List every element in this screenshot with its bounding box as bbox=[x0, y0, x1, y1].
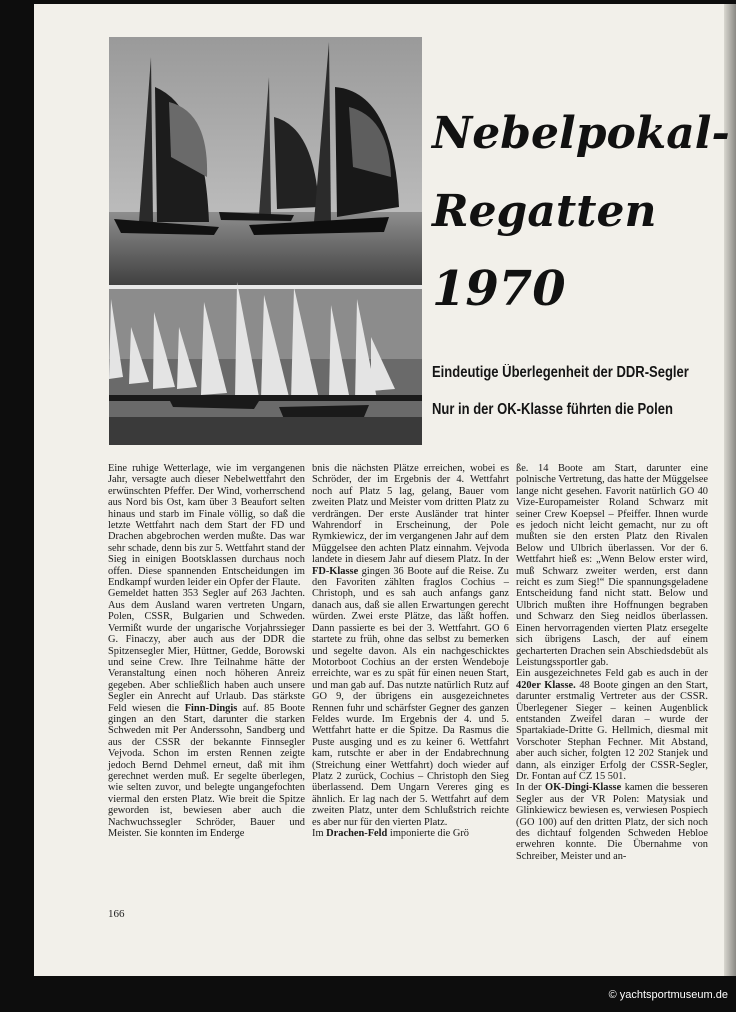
text-column-1 bbox=[108, 463, 305, 839]
article-title-line-3: 1970 bbox=[432, 261, 566, 317]
paragraph bbox=[312, 828, 509, 839]
text-run: Im bbox=[312, 828, 327, 839]
class-heading-finn: Finn-Dingis bbox=[184, 702, 238, 714]
sailing-regatta-photo-icon bbox=[109, 37, 422, 445]
text-run: Gemeldet hatten 353 Segler auf 263 Jachten. Aus dem Ausland waren vertreten Ungarn, Polen, CSSR, Bulgarien und Schweden. Vermißt wurde der ungarische Vorjahrssieger G. Finaczy, aber auch aus der DDR die Spitzensegler Mier, Hüttner, Gedde, Borowski und seine Crew. Ihre Teilnahme hätte der Veranstaltung einen noch höheren Anreiz gegeben. Aber schließlich haben auch unsere Segler ein Anrecht auf Urlaub. Das stärkste Feld wiesen die bbox=[108, 588, 305, 714]
text-run: 48 Boote gingen an den Start, darunter erstmalig Vertreter aus der CSSR. Überlegener Sieger – keinen Augenblick entstanden Zweifel daran – wurde der Spartakiade-Dritte G. Hellmich, diesmal mit Vorschoter Stephan Fechner. Mit Abstand, aber auch sicher, folgten 12 202 Stanjek und dann, als einziger Erfolg der CSSR-Segler, Dr. Fontan auf CZ 15 501. bbox=[516, 679, 709, 782]
text-run: bnis die nächsten Plätze erreichen, wobei es Schröder, der im Ergebnis der 4. Wettfahrt noch auf Platz 5 lag, gelang, Bauer vom zweiten Platz und Meister vom dritten Platz zu verdrängen. Der erste Ausländer trat hinter Wahrendorf in Erscheinung, der Pole Rymkiewicz, der im vergangenen Jahr auf dem Müggelsee den achten Platz einnahm. Vejvoda landete in diesem Jahr auf diesem Platz. In der bbox=[312, 463, 509, 566]
text-column-2 bbox=[312, 463, 509, 839]
text-run: In der bbox=[516, 782, 545, 794]
paragraph bbox=[516, 782, 708, 862]
article-subtitle-2: Nur in der OK-Klasse führten die Polen bbox=[432, 401, 673, 418]
text-column-3 bbox=[516, 463, 708, 862]
paragraph bbox=[516, 668, 708, 782]
paragraph bbox=[312, 463, 509, 828]
article-title-line-1: Nebelpokal- bbox=[432, 108, 730, 159]
text-run: auf. 85 Boote gingen an den Start, darunter die starken Schweden mit Per Anderssohn, Sandberg und aus der CSSR der bekannte Finnsegler Vejvoda. Schon im ersten Rennen zeigte jedoch Bernd Dehmel erneut, daß mit ihm gerechnet werden muß. Er segelte überlegen, wie selten zuvor, und belegte ungangefochten viermal den ersten Platz. Wie breit die Spitze geworden ist, bewiesen aber auch die Nachwuchssegler Schröder, Bauer und Meister. Sie konnten im Enderge bbox=[108, 702, 305, 839]
text-run: kamen die besseren Segler aus der VR Polen: Matysiak und Glinkiewicz bewiesen es, verwiesen Pospiech (GO 100) auf den dritten Platz, der sich noch des dichtauf folgenden Schweden Hebloe erwehren konnte. Die Übernahme von Schreiber, Meister und an- bbox=[516, 782, 708, 862]
text-run: gingen 36 Boote auf die Reise. Zu den Favoriten zählten fraglos Cochius – Christoph, und es sah auch anfangs ganz danach aus, daß sie allen Erwartungen gerecht würden. Zwei erste Plätze, das läßt hoffen. Dann passierte es bei der 3. Wettfahrt. GO 6 startete zu früh, ohne das selbst zu bemerken und segelte davon. Als ein nachgeschicktes Motorboot Cochius an der ersten Wendeboje erreichte, war es zu spät für einen neuen Start, und man gab auf. Das nutzte natürlich Rutz auf GO 9, der übrigens ein ausgezeichnetes Rennen fuhr und schärfster Gegner des ganzen Feldes wurde. Im Ergebnis der 4. und 5. Wettfahrt hatte er die Spitze. Da Rasmus die Puste ausging und es zu keiner 6. Wettfahrt kam, rutschte er aber in der Endabrechnung (Streichung einer Wettfahrt) doch wieder auf Platz 2 zurück, Cochius – Christoph den Sieg überlassend. Dem Ungarn Vereres ging es ähnlich. Er lag nach der 5. Wettfahrt auf dem zweiten Platz, unter dem Schlußstrich reichte es aber nur für den vierten Platz. bbox=[312, 565, 509, 828]
text-run: imponierte die Grö bbox=[387, 828, 469, 839]
page-number: 166 bbox=[108, 908, 125, 920]
paragraph: Eine ruhige Wetterlage, wie im vergangenen Jahr, versagte auch dieser Nebelwettfahrt den erwünschten Pfeffer. Der Wind, vorherrschend aus Nord bis Ost, kam über 3 Beaufort selten hinaus und starb im Finale völlig, so daß die letzte Wettfahrt nach dem Start der FD und Drachen abgebrochen werden mußte. Das war sehr schade, denn bis zur 5. Wettfahrt stand der Sieg in einigen Bootsklassen durchaus noch offen. Diese spannenden Entscheidungen im Endkampf wurden leider ein Opfer der Flaute. bbox=[108, 463, 305, 589]
article-subtitle-1: Eindeutige Überlegenheit der DDR-Segler bbox=[432, 364, 689, 381]
source-credit: © yachtsportmuseum.de bbox=[608, 989, 728, 1001]
class-heading-drachen: Drachen-Feld bbox=[326, 828, 388, 839]
paragraph bbox=[108, 588, 305, 839]
paragraph: ße. 14 Boote am Start, darunter eine polnische Vertretung, das hatte der Müggelsee lange nicht gesehen. Favorit natürlich GO 40 Vize-Europameister Roland Schwarz mit seiner Crew Koepsel – Pfeiffer. Ihnen wurde es jedoch nicht leicht gemacht, nur zu oft mußten sie den ersten Platz den Rivalen Below und Ulbrich überlassen. Vor der 6. Wettfahrt hieß es: „Wenn Below erster wird, muß Schwarz zweiter werden, erst dann reicht es zum Sieg!“ Die spannungsgeladene Entscheidung fand nicht statt. Below und Ulbrich mußten ihre Hoffnungen begraben und Schwarz den Sieg neidlos überlassen. Einen hervorragenden vierten Platz ersegelte sich übrigens Lasch, der auf einem gecharterten Drachen sein Abschiedsdebüt als Leistungssportler gab. bbox=[516, 463, 708, 668]
class-heading-ok-dingi: OK-Dingi-Klasse bbox=[545, 782, 622, 794]
article-title-line-2: Regatten bbox=[432, 186, 657, 237]
class-heading-fd: FD-Klasse bbox=[312, 565, 359, 577]
class-heading-420er: 420er Klasse. bbox=[516, 679, 576, 691]
regatta-photo bbox=[109, 37, 422, 445]
text-run: Ein ausgezeichnetes Feld gab es auch in der bbox=[516, 668, 708, 680]
